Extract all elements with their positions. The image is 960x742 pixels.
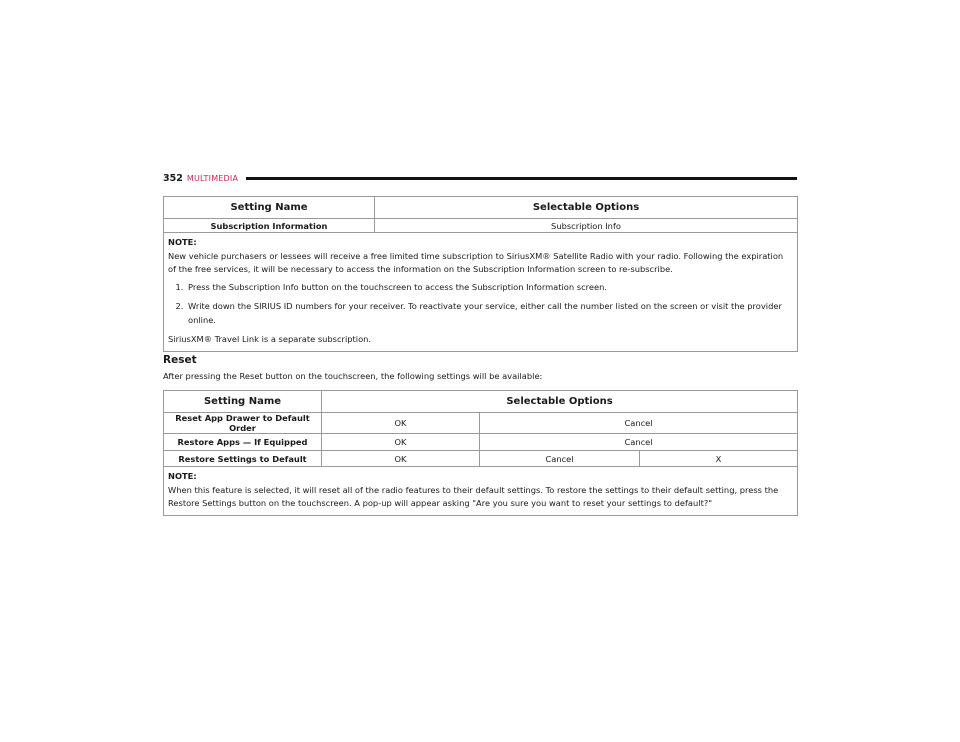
column-header-selectable-options: Selectable Options	[375, 197, 798, 219]
table-row	[164, 413, 798, 434]
note-text: New vehicle purchasers or lessees will receive a free limited time subscription to SiriusXM® Satellite Radio with your radio. Following the expiration of the free services, it will be necessary to access the information on the Subscription Information screen to re-subscribe.	[168, 250, 784, 274]
note-footer: SiriusXM® Travel Link is a separate subscription.	[168, 334, 372, 344]
option-cell: Cancel	[480, 451, 640, 467]
list-item: 2. Write down the SIRIUS ID numbers for your receiver. To reactivate your service, either call the number listed on the screen or visit the provider online.	[186, 300, 793, 327]
option-cell: OK	[322, 451, 480, 467]
column-header-setting-name: Setting Name	[164, 197, 375, 219]
option-cell: X	[640, 451, 798, 467]
column-header-selectable-options: Selectable Options	[322, 391, 798, 413]
setting-name-cell: Restore Settings to Default	[164, 451, 322, 467]
setting-name-cell: Subscription Information	[164, 219, 375, 233]
header-rule	[246, 177, 797, 180]
subscription-table	[163, 196, 798, 352]
note-cell	[164, 233, 798, 352]
note-title: NOTE:	[168, 471, 197, 481]
table-row	[164, 451, 798, 467]
steps-list	[168, 281, 793, 328]
reset-heading: Reset	[163, 354, 197, 366]
page-header	[163, 171, 797, 185]
option-cell: OK	[322, 413, 480, 434]
section-title: MULTIMEDIA	[186, 173, 239, 183]
option-cell: Cancel	[480, 434, 798, 451]
note-text: When this feature is selected, it will reset all of the radio features to their default settings. To restore the settings to their default setting, press the Restore Settings button on the touchscreen. A pop-up will appear asking "Are you sure you want to reset your settings to default?"	[168, 484, 779, 508]
setting-name-cell: Restore Apps — If Equipped	[164, 434, 322, 451]
setting-name-cell: Reset App Drawer to Default Order	[164, 413, 322, 434]
option-cell: Subscription Info	[375, 219, 798, 233]
list-item: 1. Press the Subscription Info button on the touchscreen to access the Subscription Information screen.	[186, 281, 793, 295]
reset-intro: After pressing the Reset button on the touchscreen, the following settings will be available:	[163, 371, 543, 381]
note-cell	[164, 467, 798, 516]
option-cell: OK	[322, 434, 480, 451]
page-number: 352	[163, 172, 183, 184]
column-header-setting-name: Setting Name	[164, 391, 322, 413]
option-cell: Cancel	[480, 413, 798, 434]
reset-table	[163, 390, 798, 516]
note-title: NOTE:	[168, 237, 197, 247]
table-row	[164, 434, 798, 451]
